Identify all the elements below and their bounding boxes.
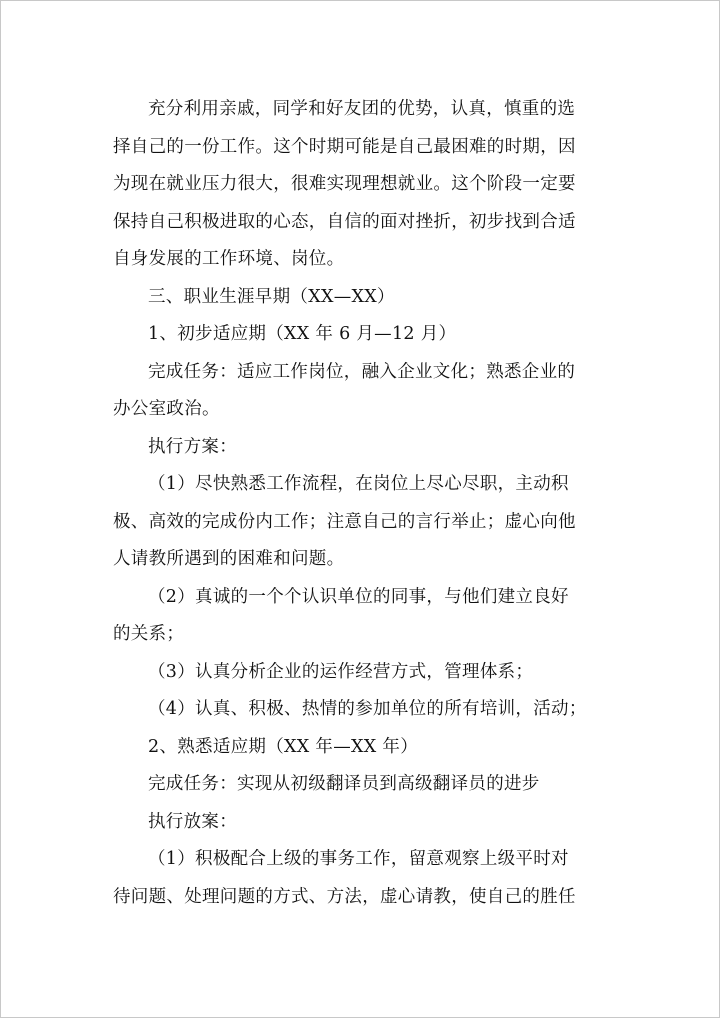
text-line: 择自己的一份工作。这个时期可能是自己最困难的时期，因	[113, 136, 576, 157]
text-line: 待问题、处理问题的方式、方法，虚心请教，使自己的胜任	[113, 886, 576, 907]
text-line: 执行方案：	[148, 436, 237, 457]
text-line: 的关系；	[113, 624, 185, 644]
subsection-heading	[113, 729, 623, 767]
plan-label	[113, 429, 623, 467]
paragraph-task	[113, 766, 623, 804]
text-line: 完成任务：实现从初级翻译员到高级翻译员的进步	[148, 774, 540, 794]
text-line: 完成任务：适应工作岗位，融入企业文化；熟悉企业的	[148, 361, 576, 382]
document-body	[113, 91, 623, 916]
plan-item-1	[113, 466, 623, 579]
text-line: 充分利用亲戚，同学和好友团的优势，认真，慎重的选	[148, 99, 576, 119]
text-line: 2、熟悉适应期（XX 年—XX 年）	[148, 736, 418, 757]
paragraph-job-search	[113, 91, 623, 279]
text-line: 自身发展的工作环境、岗位。	[113, 249, 345, 269]
text-line: 保持自己积极进取的心态，自信的面对挫折，初步找到合适	[113, 211, 576, 232]
text-line: （1）尽快熟悉工作流程，在岗位上尽心尽职，主动积	[148, 474, 569, 494]
text-line: 三、职业生涯早期（XX—XX）	[148, 286, 395, 307]
text-line: 为现在就业压力很大，很难实现理想就业。这个阶段一定要	[113, 174, 576, 194]
text-line: 执行放案：	[148, 811, 237, 832]
plan-item-3	[113, 654, 623, 692]
text-line: 人请教所遇到的困难和问题。	[113, 549, 345, 569]
text-line: （3）认真分析企业的运作经营方式，管理体系；	[148, 661, 534, 682]
text-line: （2）真诚的一个个认识单位的同事，与他们建立良好	[148, 586, 569, 607]
plan-item-2	[113, 579, 623, 654]
text-line: 办公室政治。	[113, 399, 220, 419]
plan-label	[113, 804, 623, 842]
text-line: （4）认真、积极、热情的参加单位的所有培训，活动；	[148, 699, 587, 719]
text-line: 1、初步适应期（XX 年 6 月—12 月）	[148, 324, 457, 344]
subsection-heading	[113, 316, 623, 354]
plan-item-1	[113, 841, 623, 916]
section-heading	[113, 279, 623, 317]
text-line: （1）积极配合上级的事务工作，留意观察上级平时对	[148, 849, 569, 869]
paragraph-task	[113, 354, 623, 429]
text-line: 极、高效的完成份内工作；注意自己的言行举止；虚心向他	[113, 511, 576, 532]
plan-item-4	[113, 691, 623, 729]
